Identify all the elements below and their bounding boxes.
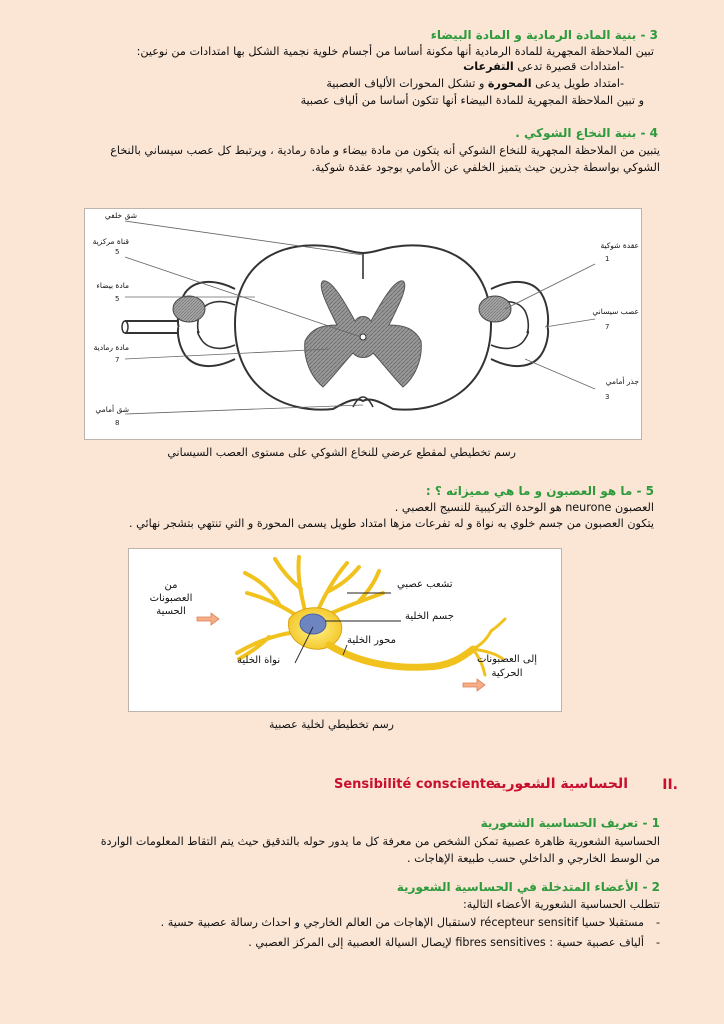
figure1-caption: رسم تخطيطي لمقطع عرضي للنخاع الشوكي على مستوى العصب السيساني	[167, 446, 516, 459]
section5-title: ما هو العصبون و ما هي مميزاته ؟ :	[425, 484, 633, 498]
label-nucleus: نواة الخلية	[237, 655, 281, 666]
label-white-matter: مادة بيضاء	[96, 281, 129, 290]
label-ventral-root: جذر أمامي	[605, 377, 639, 386]
label-from-sensory: من العصبونات الحسية	[149, 580, 193, 617]
section4-line2: الشوكي بواسطة جذرين حيث يتميز الخلفي عن الأمامي بوجود عقدة شوكية.	[311, 161, 660, 174]
section5-number: 5 -	[636, 484, 654, 498]
part2-section1-line2: من الوسط الخارجي و الداخلي حسب طبيعة الإهاجات .	[406, 852, 660, 865]
part2-title-arabic: الحساسية الشعورية	[492, 776, 628, 792]
section4-title: بنية النخاع الشوكي .	[515, 126, 637, 140]
label-cell-body: جسم الخلية	[405, 611, 454, 622]
left-root-ventral	[178, 327, 235, 366]
section3-line4: و تبين الملاحظة المجهرية للمادة البيضاء أنها تتكون أساسا من ألياف عصبية	[300, 94, 644, 107]
section4-line1: يتبين من الملاحظة المجهرية للنخاع الشوكي أنه يتكون من مادة بيضاء و مادة رمادية ، ويرتبط كل عصب سيساني بالنخاع	[110, 144, 660, 157]
bullet-1: -	[655, 916, 660, 929]
left-num-1: 5	[115, 248, 120, 256]
section3-number: 3 -	[640, 28, 658, 42]
nucleus-shape	[300, 614, 326, 634]
part2-section1-heading	[481, 816, 660, 830]
right-num-2: 7	[605, 323, 610, 331]
part2-title-french: Sensibilité consciente	[334, 777, 495, 792]
spinal-cord-figure	[84, 208, 642, 440]
section3-heading	[431, 28, 658, 42]
part2-section2-title: الأعضاء المتدخلة في الحساسية الشعورية	[396, 880, 639, 894]
figure2-caption: رسم تخطيطي لخلية عصبية	[269, 718, 394, 731]
right-num-3: 3	[605, 393, 610, 401]
left-num-4: 8	[115, 419, 120, 427]
part2-section1-title: تعريف الحساسية الشعورية	[480, 816, 639, 830]
part2-section2-bullet2: ألياف عصبية حسية : fibres sensitives لإيصال السيالة العصبية إلى المركز العصبي .	[248, 936, 644, 949]
part2-section1-number: 1 -	[642, 816, 660, 830]
section5-line1: العصبون neurone هو الوحدة التركيبية للنسيج العصبي .	[394, 501, 654, 514]
neuron-figure	[128, 548, 562, 712]
section3-line1: تبين الملاحظة المجهرية للمادة الرمادية أنها مكونة أساسا من أجسام خلوية نجمية الشكل بها امتدادات من نوعين:	[136, 45, 654, 58]
label-posterior-fissure: شق خلفي	[104, 211, 137, 220]
section5-heading	[426, 484, 654, 498]
left-spinal-ganglion	[173, 296, 205, 322]
label-central-canal: قناة مركزية	[92, 237, 129, 246]
right-num-1: 1	[605, 255, 610, 263]
label-axon: محور الخلية	[347, 635, 396, 646]
left-num-3: 7	[115, 356, 120, 364]
part2-section2-number: 2 -	[642, 880, 660, 894]
section3-line3: -امتداد طويل يدعى المحورة و تشكل المحورات الألياف العصبية	[326, 77, 624, 90]
spinal-cord-diagram	[85, 209, 641, 439]
section3-title: بنية المادة الرمادية و المادة البيضاء	[430, 28, 637, 42]
part2-section2-heading	[397, 880, 660, 894]
part2-section2-line1: تتطلب الحساسية الشعورية الأعضاء التالية:	[462, 898, 660, 911]
label-dendrite: تشعب عصبي	[397, 579, 453, 590]
label-spinal-ganglion: عقدة شوكية	[600, 241, 639, 250]
part2-numeral: II.	[662, 777, 678, 793]
section3-line2: -امتدادات قصيرة تدعى التفرعات	[463, 60, 624, 73]
right-root-ventral	[491, 327, 548, 366]
section4-heading	[515, 126, 658, 140]
bullet-2: -	[655, 936, 660, 949]
label-anterior-fissure: شق أمامي	[95, 405, 129, 414]
part2-section1-line1: الحساسية الشعورية ظاهرة عصبية تمكن الشخص من معرفة كل ما يدور حوله بالتدقيق حيث يتم التقاط المعلومات الواردة	[100, 835, 660, 848]
section4-number: 4 -	[640, 126, 658, 140]
left-num-2: 5	[115, 295, 120, 303]
label-spinal-nerve: عصب سيساني	[592, 307, 639, 316]
label-to-motor: إلى العصبونات الحركية	[476, 654, 538, 679]
section5-line2: يتكون العصبون من جسم خلوي به نواة و له تفرعات مزها امتداد طويل يسمى المحورة و التي تنتهي بتشجر نهائي .	[129, 517, 654, 530]
right-spinal-ganglion	[479, 296, 511, 322]
neuron-diagram	[129, 549, 561, 711]
label-gray-matter: مادة رمادية	[93, 343, 129, 352]
part2-section2-bullet1: مستقبلا حسيا récepteur sensitif لاستقبال الإهاجات من العالم الخارجي و احداث رسالة عصبية حسية .	[160, 916, 644, 929]
left-spinal-nerve	[125, 321, 179, 333]
